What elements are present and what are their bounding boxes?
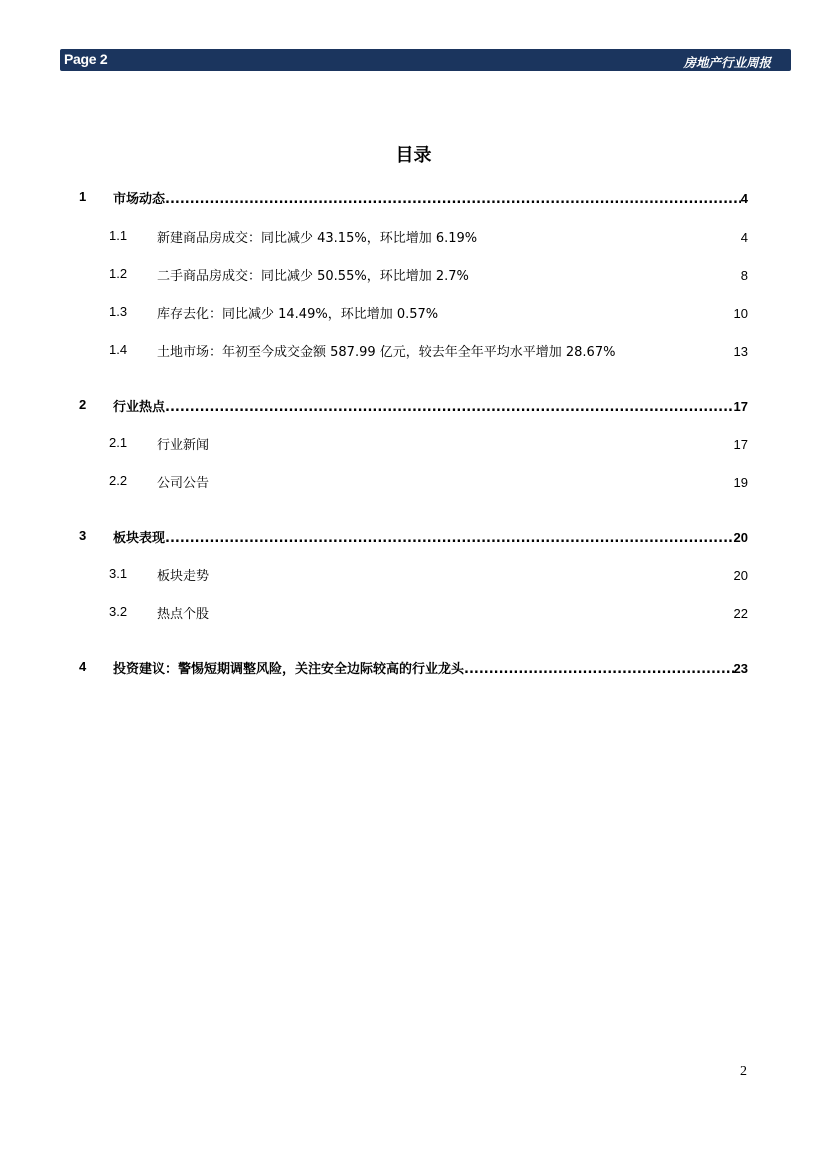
toc-entry-page: 20 xyxy=(733,530,748,545)
toc-entry-1[interactable] xyxy=(79,188,748,208)
toc-entry-label: 行业新闻 xyxy=(157,438,210,453)
toc-entry-page: 8 xyxy=(740,268,748,283)
toc-entry-number: 1.4 xyxy=(109,342,128,357)
toc-entry-label: 板块走势 xyxy=(157,569,210,584)
toc-title: 目录 xyxy=(395,145,432,166)
toc-leader-dots xyxy=(165,400,734,415)
toc-entry-label: 库存去化：同比减少 14.49%，环比增加 0.57% xyxy=(157,307,439,322)
toc-entry-number: 1 xyxy=(79,189,87,204)
toc-entry-page: 19 xyxy=(733,475,748,490)
toc-entry-number: 1.2 xyxy=(109,266,128,281)
toc-entry-label: 土地市场：年初至今成交金额 587.99 亿元，较去年全年平均水平增加 28.67% xyxy=(157,345,616,360)
toc-entry-page: 4 xyxy=(740,191,748,206)
toc-entry-label: 行业热点 xyxy=(113,400,166,415)
toc-entry-label: 板块表现 xyxy=(113,531,166,546)
toc-entry-number: 2 xyxy=(79,397,87,412)
toc-entry-number: 2.2 xyxy=(109,473,128,488)
toc-entry-1-2[interactable] xyxy=(79,265,748,285)
toc-entry-label: 投资建议：警惕短期调整风险，关注安全边际较高的行业龙头 xyxy=(113,662,465,677)
header-report-title: 房地产行业周报 xyxy=(683,55,771,70)
footer-page-number: 2 xyxy=(740,1064,747,1079)
toc-entry-label: 公司公告 xyxy=(157,476,210,491)
toc-leader-dots xyxy=(165,192,741,207)
toc-entry-number: 1.1 xyxy=(109,228,128,243)
toc-entry-2[interactable] xyxy=(79,396,748,416)
toc-entry-page: 17 xyxy=(733,399,748,414)
toc-entry-2-1[interactable] xyxy=(79,434,748,454)
toc-entry-number: 1.3 xyxy=(109,304,128,319)
header-page-label: Page 2 xyxy=(64,51,108,67)
toc-entry-label: 热点个股 xyxy=(157,607,210,622)
toc-entry-1-1[interactable] xyxy=(79,227,748,247)
toc-leader-dots xyxy=(165,531,734,546)
toc-entry-number: 3.2 xyxy=(109,604,128,619)
toc-entry-page: 20 xyxy=(733,568,748,583)
toc-entry-label: 新建商品房成交：同比减少 43.15%，环比增加 6.19% xyxy=(157,231,478,246)
toc-entry-1-3[interactable] xyxy=(79,303,748,323)
toc-entry-label: 二手商品房成交：同比减少 50.55%，环比增加 2.7% xyxy=(157,269,469,284)
toc-entry-page: 13 xyxy=(733,344,748,359)
toc-entry-page: 17 xyxy=(733,437,748,452)
toc-entry-number: 3.1 xyxy=(109,566,128,581)
toc-entry-1-4[interactable] xyxy=(79,341,748,361)
toc-entry-page: 10 xyxy=(733,306,748,321)
toc-entry-number: 4 xyxy=(79,659,87,674)
toc-leader-dots xyxy=(464,662,734,677)
toc-entry-4[interactable] xyxy=(79,658,748,678)
toc-entry-number: 3 xyxy=(79,528,87,543)
toc-entry-page: 23 xyxy=(733,661,748,676)
toc-entry-3-1[interactable] xyxy=(79,565,748,585)
toc-entry-number: 2.1 xyxy=(109,435,128,450)
toc-entry-label: 市场动态 xyxy=(113,192,166,207)
toc-entry-2-2[interactable] xyxy=(79,472,748,492)
page-header-bar xyxy=(60,49,791,71)
toc-entry-3-2[interactable] xyxy=(79,603,748,623)
toc-entry-3[interactable] xyxy=(79,527,748,547)
toc-entry-page: 22 xyxy=(733,606,748,621)
toc-entry-page: 4 xyxy=(740,230,748,245)
